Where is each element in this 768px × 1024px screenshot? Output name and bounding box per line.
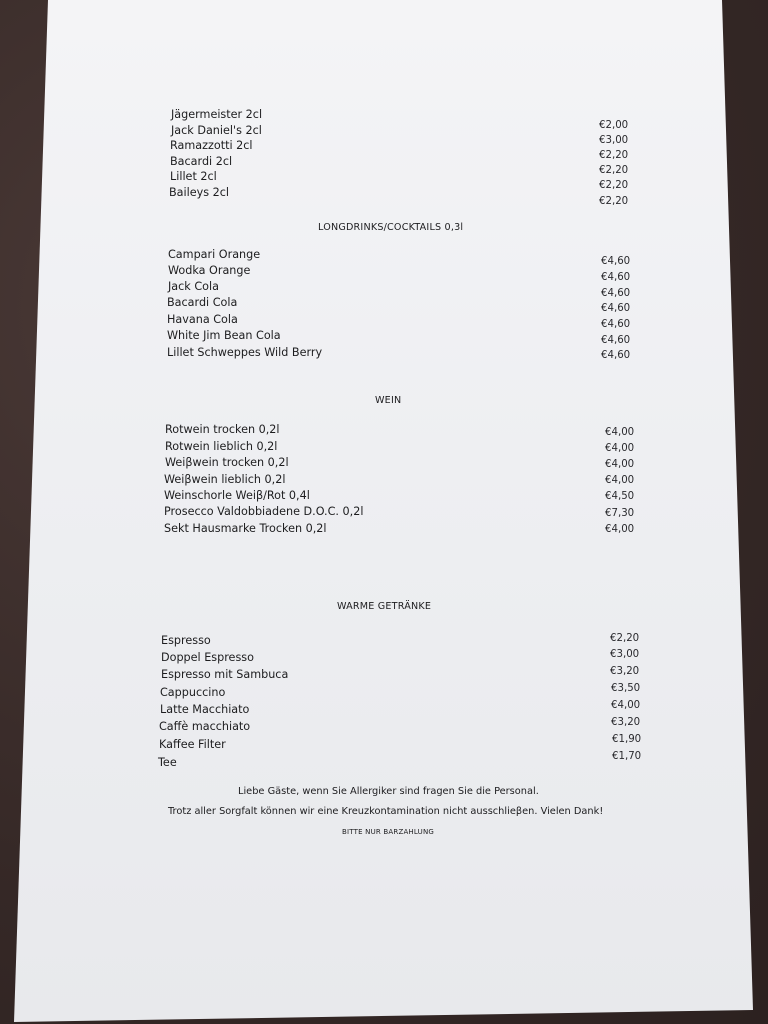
list-item: Espresso mit Sambuca bbox=[161, 668, 289, 681]
price: €2,00 bbox=[599, 120, 629, 131]
price: €2,20 bbox=[599, 165, 629, 176]
list-item: Bacardi Cola bbox=[167, 296, 238, 309]
list-item: Baileys 2cl bbox=[169, 186, 230, 199]
price: €4,60 bbox=[601, 335, 631, 346]
price: €2,20 bbox=[599, 196, 629, 207]
list-item: Rotwein lieblich 0,2l bbox=[165, 440, 278, 453]
price: €2,20 bbox=[599, 180, 629, 191]
list-item: Bacardi 2cl bbox=[170, 155, 233, 168]
cash-only-note: BITTE NUR BARZAHLUNG bbox=[342, 828, 435, 836]
list-item: Prosecco Valdobbiadene D.O.C. 0,2l bbox=[164, 505, 364, 518]
price: €1,90 bbox=[612, 734, 642, 745]
price: €4,00 bbox=[605, 459, 635, 470]
price: €4,60 bbox=[601, 272, 631, 283]
price: €4,00 bbox=[605, 443, 635, 454]
list-item: Espresso bbox=[161, 634, 211, 647]
list-item: Jack Daniel's 2cl bbox=[171, 124, 262, 137]
allergy-note: Liebe Gäste, wenn Sie Allergiker sind fragen Sie die Personal. bbox=[238, 786, 539, 797]
price: €4,00 bbox=[605, 475, 635, 486]
list-item: Lillet 2cl bbox=[170, 170, 217, 183]
price: €4,60 bbox=[601, 319, 631, 330]
list-item: Tee bbox=[158, 756, 177, 769]
price: €4,60 bbox=[601, 303, 631, 314]
price: €4,60 bbox=[601, 256, 631, 267]
price: €3,20 bbox=[611, 717, 641, 728]
list-item: Campari Orange bbox=[168, 248, 261, 261]
price: €2,20 bbox=[599, 150, 629, 161]
cross-contamination-note: Trotz aller Sorgfalt können wir eine Kreuzkontamination nicht ausschlieβen. Vielen Dank! bbox=[168, 806, 604, 817]
price: €4,00 bbox=[605, 524, 635, 535]
price: €3,50 bbox=[611, 683, 641, 694]
list-item: White Jim Bean Cola bbox=[167, 329, 281, 342]
list-item: Ramazzotti 2cl bbox=[170, 139, 253, 152]
price: €4,00 bbox=[605, 427, 635, 438]
price: €1,70 bbox=[612, 751, 642, 762]
list-item: Jägermeister 2cl bbox=[171, 108, 263, 121]
list-item: Kaffee Filter bbox=[159, 738, 226, 751]
list-item: Weiβwein trocken 0,2l bbox=[165, 456, 289, 469]
list-item: Wodka Orange bbox=[168, 264, 251, 277]
price: €4,60 bbox=[601, 350, 631, 361]
price: €3,00 bbox=[599, 135, 629, 146]
list-item: Latte Macchiato bbox=[160, 703, 250, 716]
list-item: Caffè macchiato bbox=[159, 720, 251, 733]
list-item: Doppel Espresso bbox=[161, 651, 254, 664]
list-item: Havana Cola bbox=[167, 313, 238, 326]
section-heading: WARME GETRÄNKE bbox=[337, 601, 432, 612]
section-heading: LONGDRINKS/COCKTAILS 0,3l bbox=[318, 222, 464, 233]
price: €2,20 bbox=[610, 633, 640, 644]
list-item: Rotwein trocken 0,2l bbox=[165, 423, 280, 436]
price: €4,60 bbox=[601, 288, 631, 299]
list-item: Weiβwein lieblich 0,2l bbox=[164, 473, 286, 486]
list-item: Weinschorle Weiβ/Rot 0,4l bbox=[164, 489, 310, 502]
list-item: Lillet Schweppes Wild Berry bbox=[167, 346, 323, 359]
section-heading: WEIN bbox=[375, 395, 402, 406]
price: €3,00 bbox=[610, 649, 640, 660]
list-item: Sekt Hausmarke Trocken 0,2l bbox=[164, 522, 327, 535]
list-item: Jack Cola bbox=[168, 280, 219, 293]
price: €4,00 bbox=[611, 700, 641, 711]
price: €3,20 bbox=[610, 666, 640, 677]
price: €7,30 bbox=[605, 508, 635, 519]
price: €4,50 bbox=[605, 491, 635, 502]
list-item: Cappuccino bbox=[160, 686, 226, 699]
